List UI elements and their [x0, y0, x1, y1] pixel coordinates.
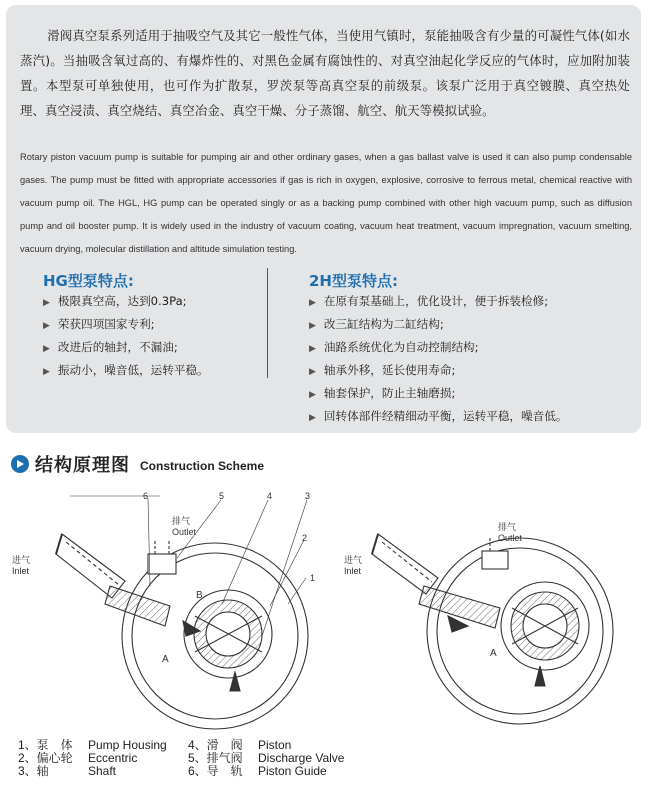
section-title-en: Construction Scheme — [140, 459, 265, 473]
chamber-label-b: B — [196, 590, 203, 601]
chamber-label-a: A — [162, 654, 169, 665]
list-item: ▶ 回转体部件经精细动平衡，运转平稳，噪音低。 — [309, 409, 568, 423]
arrow-right-icon: ▶ — [309, 367, 316, 377]
legend-row: 2、偏心轮 Eccentric 5、排气阀 Discharge Valve — [18, 751, 345, 765]
list-item: ▶ 极限真空高，达到0.3Pa; — [43, 294, 187, 308]
2h-features-title: 2H型泵特点: — [309, 272, 398, 290]
outlet-label-cn: 排气 — [172, 516, 191, 526]
construction-diagram — [0, 486, 647, 736]
part-number-6: 6 — [143, 491, 149, 501]
arrow-right-icon: ▶ — [309, 413, 316, 423]
intro-english-text: Rotary piston vacuum pump is suitable for pumping air and other ordinary gases, when a gas ballast valve is used it can also pump condensable gases. The pump must be fitted with appropriate accessories if gas is rich in oxygen, explosive, corrosive to ferrous metal, chemical reactive with vacuum pump oil. The HGL, HG pump can be operated singly or as a backing pump combined with other high vacuum pump, such as diffusion pump and oil booster pump. It is widely used in the industry of vacuum coating, vacuum heat treatment, vacuum impregnation, vacuum smelting, vacuum drying, molecular distillation and altitude simulation testing. — [20, 152, 632, 254]
section-heading — [11, 451, 264, 477]
list-item: ▶ 油路系统优化为自动控制结构; — [309, 340, 479, 354]
part-number-4: 4 — [267, 491, 273, 501]
arrow-right-icon: ▶ — [43, 321, 50, 331]
inlet-label-cn: 进气 — [12, 555, 31, 565]
legend-row: 1、泵 体 Pump Housing 4、滑 阀 Piston — [18, 738, 292, 752]
inlet-label-en: Inlet — [12, 566, 30, 576]
legend-row: 3、轴 Shaft 6、导 轨 Piston Guide — [18, 764, 327, 778]
arrow-right-icon: ▶ — [309, 298, 316, 308]
2h-features-list — [309, 291, 567, 429]
inlet-label-en: Inlet — [344, 566, 362, 576]
list-item: ▶ 改进后的轴封，不漏油; — [43, 340, 178, 354]
arrow-right-icon: ▶ — [309, 344, 316, 354]
play-circle-icon — [11, 455, 29, 473]
outlet-label-en: Outlet — [172, 527, 197, 537]
list-item: ▶ 在原有泵基础上，优化设计，便于拆装检修; — [309, 294, 549, 308]
part-number-5: 5 — [219, 491, 225, 501]
hg-features-list — [43, 291, 209, 383]
parts-legend — [18, 739, 344, 778]
list-item: ▶ 荣获四项国家专利; — [43, 317, 155, 331]
2h-pump-drawing — [372, 534, 613, 724]
arrow-right-icon: ▶ — [309, 390, 316, 400]
arrow-right-icon: ▶ — [309, 321, 316, 331]
hg-features-title: HG型泵特点: — [43, 272, 134, 290]
list-item: ▶ 轴承外移，延长使用寿命; — [309, 363, 456, 377]
outlet-label-cn: 排气 — [498, 522, 517, 532]
list-item: ▶ 振动小，噪音低，运转平稳。 — [43, 363, 209, 377]
arrow-right-icon: ▶ — [43, 344, 50, 354]
part-number-1: 1 — [310, 573, 316, 583]
part-number-2: 2 — [302, 533, 308, 543]
outlet-label-en: Outlet — [498, 533, 523, 543]
part-number-3: 3 — [305, 491, 311, 501]
intro-chinese-text: 滑阀真空泵系列适用于抽吸空气及其它一般性气体，当使用气镇时，泵能抽吸含有少量的可凝性气体(如水蒸汽)。当抽吸含氧过高的、有爆炸性的、对黑色金属有腐蚀性的、对真空油起化学反应的气体时，应加附加装置。本型泵可单独使用，也可作为扩散泵，罗茨泵等高真空泵的前级泵。该泵广泛用于真空镀膜、真空热处理、真空浸渍、真空烧结、真空冶金、真空干燥、分子蒸馏、航空、航天等模拟试验。 — [20, 28, 630, 118]
arrow-right-icon: ▶ — [43, 298, 50, 308]
feature-divider — [267, 268, 268, 378]
chamber-label-a: A — [490, 648, 497, 659]
list-item: ▶ 改三缸结构为二缸结构; — [309, 317, 444, 331]
section-title-cn: 结构原理图 — [35, 455, 130, 476]
inlet-label-cn: 进气 — [344, 555, 363, 565]
list-item: ▶ 轴套保护，防止主轴磨损; — [309, 386, 456, 400]
arrow-right-icon: ▶ — [43, 367, 50, 377]
